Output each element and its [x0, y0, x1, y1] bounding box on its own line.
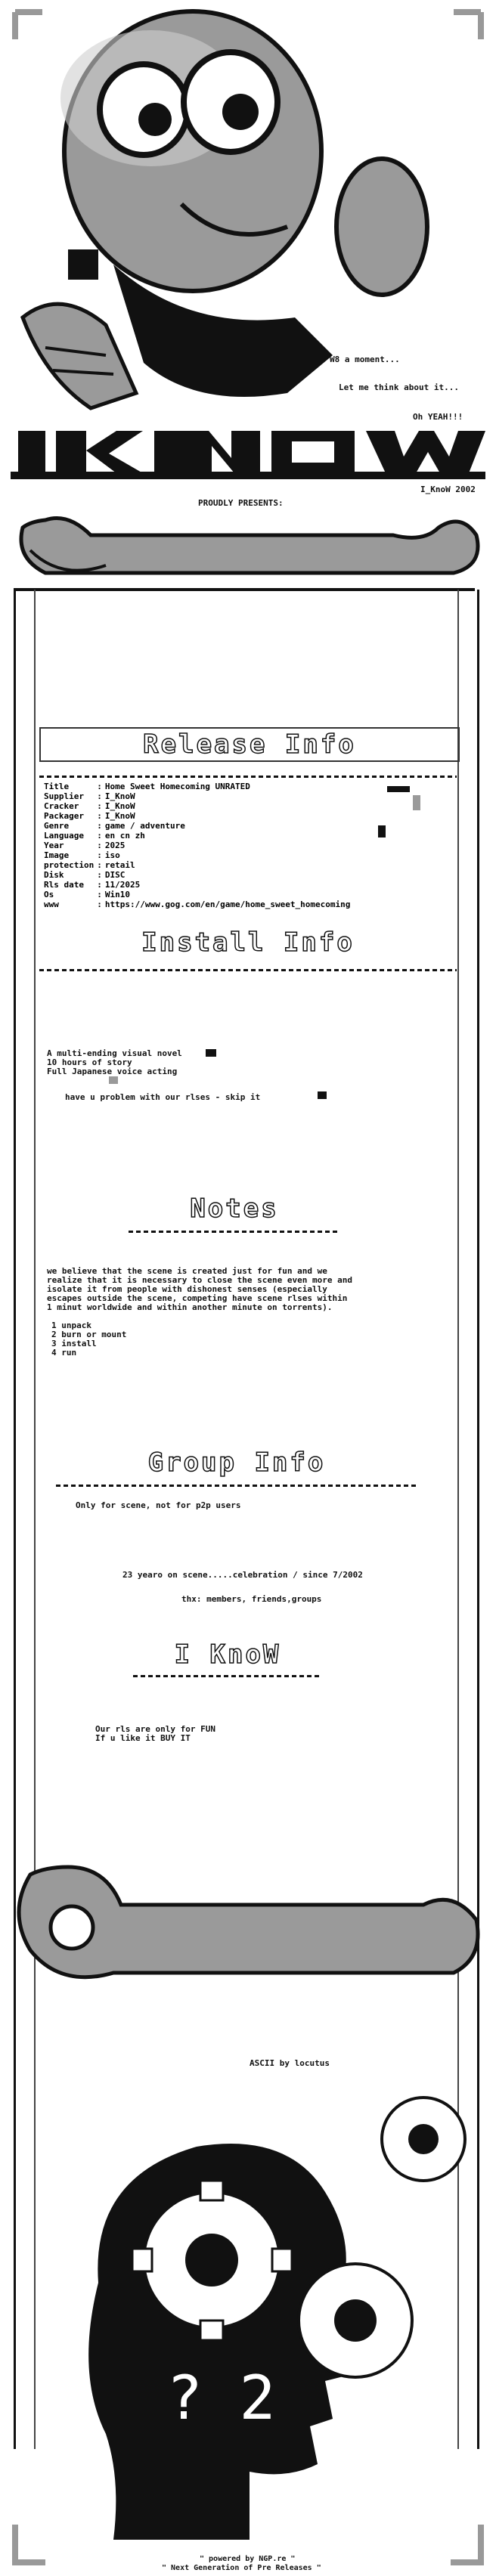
deco-block — [387, 786, 410, 792]
release-info-label: Packager — [44, 811, 84, 821]
i-know-line: If u like it BUY IT — [95, 1733, 191, 1743]
install-line: A multi-ending visual novel — [47, 1048, 182, 1058]
release-info-colon: : — [97, 831, 102, 841]
release-info-label: Language — [44, 831, 84, 841]
release-info-label: Supplier — [44, 791, 84, 801]
release-info-row — [44, 850, 353, 860]
group-info-line: thx: members, friends,groups — [181, 1594, 322, 1604]
release-info-value: Win10 — [104, 890, 130, 899]
group-info-heading: Group Info — [147, 1447, 326, 1478]
release-info-label: Year — [44, 841, 64, 850]
ascii-credit: ASCII by locutus — [250, 2058, 330, 2068]
release-info-heading: Release Info — [39, 727, 460, 762]
release-info-label: Rls date — [44, 880, 84, 890]
i-know-divider — [133, 1675, 322, 1677]
notes-step: 3 install — [51, 1339, 97, 1348]
notes-paragraph: we believe that the scene is created just for fun and we realize that it is necessary to close the scene even more and isolate it from people with dishonest senses (especially escapes outside the scene, competing have scene rlses within 1 minut worldwide and within another minute on torrents). — [47, 1266, 352, 1312]
group-info-line: 23 yearo on scene.....celebration / since 7/2002 — [122, 1570, 363, 1580]
release-info-table — [44, 782, 353, 909]
logo-signature: I_KnoW 2002 — [420, 485, 476, 494]
release-info-row — [44, 890, 353, 899]
release-info-colon: : — [97, 850, 102, 860]
deco-block — [378, 825, 386, 838]
release-info-colon: : — [97, 899, 102, 909]
group-logo — [11, 428, 485, 484]
deco-block — [413, 795, 420, 810]
release-info-value: en cn zh — [104, 831, 145, 841]
release-info-label: Cracker — [44, 801, 79, 811]
intro-line-3: Oh YEAH!!! — [413, 412, 463, 422]
install-problem: have u problem with our rlses - skip it — [65, 1092, 261, 1102]
release-info-value: I_KnoW — [104, 791, 135, 801]
notes-step: 2 burn or mount — [51, 1330, 127, 1339]
release-info-colon: : — [97, 890, 102, 899]
release-info-row — [44, 821, 353, 831]
powered-by: " powered by NGP.re " — [200, 2555, 296, 2563]
release-info-colon: : — [97, 801, 102, 811]
release-info-colon: : — [97, 782, 102, 791]
release-info-row — [44, 860, 353, 870]
logo-art — [11, 428, 485, 484]
release-info-colon: : — [97, 791, 102, 801]
release-info-row — [44, 880, 353, 890]
release-info-row — [44, 811, 353, 821]
release-info-value: game / adventure — [104, 821, 185, 831]
release-info-label: Disk — [44, 870, 64, 880]
i-know-line: Our rls are only for FUN — [95, 1724, 215, 1734]
release-info-label: protection — [44, 860, 95, 870]
release-info-colon: : — [97, 880, 102, 890]
release-info-value: retail — [104, 860, 135, 870]
release-info-row — [44, 801, 353, 811]
install-info-divider — [39, 969, 457, 971]
release-info-value: 2025 — [104, 841, 126, 850]
notes-step: 1 unpack — [51, 1321, 91, 1330]
release-info-value: https://www.gog.com/en/game/home_sweet_homecoming — [104, 899, 351, 909]
release-info-value: I_KnoW — [104, 801, 135, 811]
head-gears-ascii-art — [0, 2086, 496, 2576]
release-info-value: DISC — [104, 870, 126, 880]
release-info-divider — [39, 776, 457, 778]
deco-block — [109, 1076, 118, 1084]
proudly-presents: PROUDLY PRESENTS: — [198, 498, 284, 508]
scroll-bottom-roll — [0, 1822, 496, 2011]
install-info-heading: Install Info — [141, 927, 355, 958]
alien-ascii-art — [0, 0, 496, 423]
release-info-label: www — [44, 899, 59, 909]
release-info-row — [44, 870, 353, 880]
release-info-value: I_KnoW — [104, 811, 135, 821]
intro-line-2: Let me think about it... — [339, 382, 459, 392]
i-know-heading: I KnoW — [174, 1639, 281, 1670]
svg-text:? 2: ? 2 — [166, 2363, 276, 2433]
release-info-row — [44, 899, 353, 909]
release-info-colon: : — [97, 860, 102, 870]
release-info-value: iso — [104, 850, 120, 860]
release-info-colon: : — [97, 870, 102, 880]
group-info-line: Only for scene, not for p2p users — [76, 1500, 241, 1510]
install-line: Full Japanese voice acting — [47, 1067, 178, 1076]
group-info-divider — [56, 1485, 417, 1487]
release-info-label: Title — [44, 782, 70, 791]
deco-block — [206, 1049, 216, 1057]
release-info-row — [44, 782, 353, 791]
release-info-value: Home Sweet Homecoming UNRATED — [104, 782, 250, 791]
ngp-tagline: " Next Generation of Pre Releases " — [162, 2564, 321, 2572]
release-info-colon: : — [97, 821, 102, 831]
release-info-label: Genre — [44, 821, 70, 831]
intro-line-1: W8 a moment... — [330, 355, 400, 364]
notes-divider — [129, 1231, 340, 1233]
release-info-label: Os — [44, 890, 54, 899]
notes-heading: Notes — [190, 1194, 279, 1224]
release-info-value: 11/2025 — [104, 880, 141, 890]
release-info-label: Image — [44, 850, 70, 860]
notes-step: 4 run — [51, 1348, 77, 1358]
release-info-colon: : — [97, 811, 102, 821]
release-info-colon: : — [97, 841, 102, 850]
release-info-row — [44, 791, 353, 801]
install-line: 10 hours of story — [47, 1057, 132, 1067]
release-info-row — [44, 831, 353, 841]
deco-block — [318, 1091, 327, 1099]
release-info-row — [44, 841, 353, 850]
